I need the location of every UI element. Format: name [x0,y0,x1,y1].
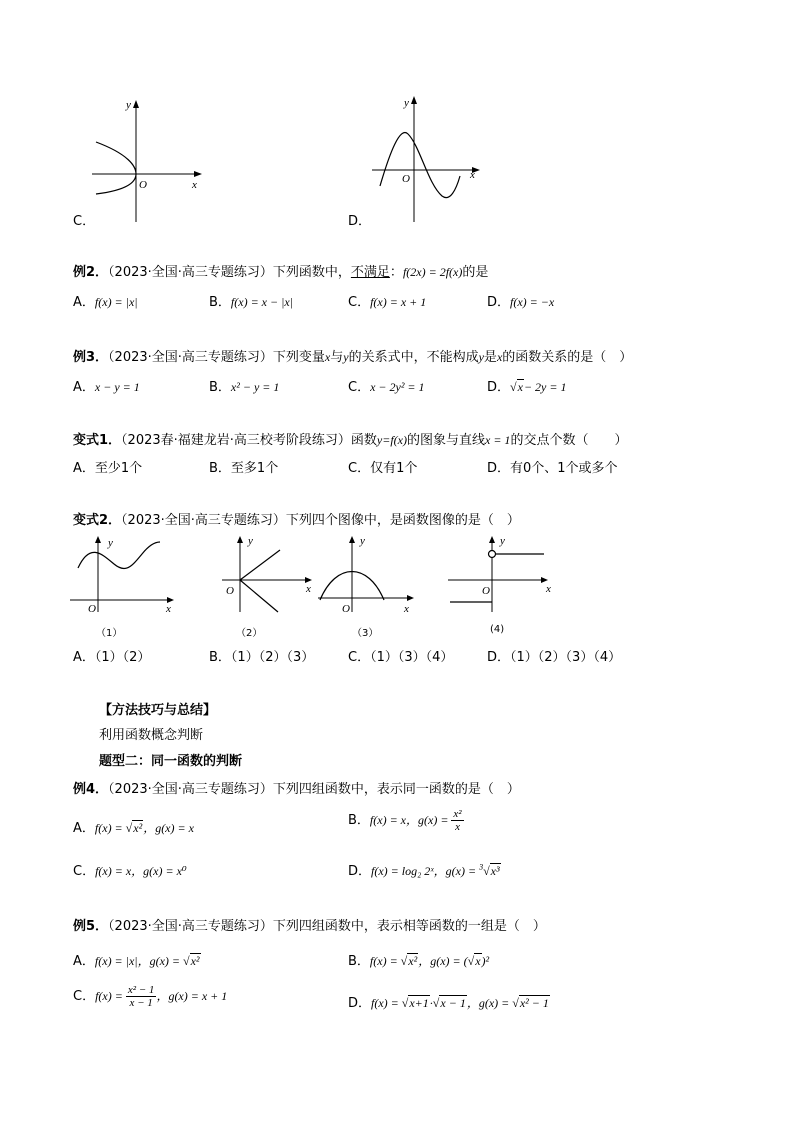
example-4-option-d[interactable]: D．f(x) = log₂ 2ˣ，g(x) = $^3$√x³ [348,862,500,879]
graph-c-y-label: y [126,99,131,111]
example-2-question: 例2．（2023·全国·高三专题练习）下列函数中，不满足：f(2x) = 2f(x)的是 [73,265,489,280]
graph-d-y-label: y [404,97,409,109]
graph-3 [316,532,418,616]
graph-d-origin: O [402,173,410,185]
example-3-question: 例3．（2023·全国·高三专题练习）下列变量x与y的关系式中，不能构成y是x的函数关系的是（ ） [73,350,633,365]
graph-c-origin: O [139,179,147,191]
example-2-option-a[interactable]: A．f(x) = |x| [73,295,138,310]
variant-1-question: 变式1．（2023春·福建龙岩·高三校考阶段练习）函数y=f(x)的图象与直线x = 1的交点个数（ ） [73,433,628,448]
example-5-option-a[interactable]: A．f(x) = |x|，g(x) = √x² [73,954,200,969]
example-5-option-c[interactable]: C．f(x) = $\frac{\text{x² − 1}}{x - 1}$ ，g(x) = x + 1 [73,984,228,1009]
graph-4-y-label: y [500,535,505,547]
example-2-option-b[interactable]: B．f(x) = x − |x| [209,295,294,310]
method-line: 利用函数概念判断 [99,728,204,743]
example-2-option-c[interactable]: C．f(x) = x + 1 [348,295,427,310]
example-5-question: 例5．（2023·全国·高三专题练习）下列四组函数中，表示相等函数的一组是（ ） [73,919,546,934]
option-c-label: C． [73,214,96,229]
example-2-option-d[interactable]: D．f(x) = −x [487,295,555,310]
graph-2-origin: O [226,585,234,597]
graph-c-x-label: x [192,179,197,191]
graph-d-x-label: x [470,169,475,181]
graph-3-origin: O [342,603,350,615]
graph-d [368,92,486,226]
graph-2-y-label: y [248,535,253,547]
variant-2-option-c[interactable]: C．（1）（3）（4） [348,650,454,665]
graph-3-caption: （3） [352,628,379,639]
graph-1-x-label: x [166,603,171,615]
graph-1-origin: O [88,603,96,615]
graph-4-origin: O [482,585,490,597]
graph-c [88,96,208,226]
variant-2-option-d[interactable]: D．（1）（2）（3）（4） [487,650,622,665]
graph-2-x-label: x [306,583,311,595]
graph-2-caption: （2） [236,628,263,639]
example-5-option-d[interactable]: D．f(x) = √x+1·√x − 1，g(x) = √x² − 1 [348,996,549,1011]
method-title: 【方法技巧与总结】 [99,703,217,718]
example-3-option-d[interactable]: D．√x− 2y = 1 [487,380,567,395]
graph-2 [220,532,320,616]
example-3-option-b[interactable]: B．x² − y = 1 [209,380,280,395]
graph-4-caption: (4) [490,624,505,635]
example-4-question: 例4．（2023·全国·高三专题练习）下列四组函数中，表示同一函数的是（ ） [73,782,520,797]
graph-3-x-label: x [404,603,409,615]
type-2-heading: 题型二：同一函数的判断 [99,754,243,769]
option-d-label: D． [348,214,372,229]
graph-1-y-label: y [108,537,113,549]
example-4-option-b[interactable]: B．f(x) = x，g(x) = $\frac{\text{x²}}{x}$ [348,808,462,833]
graph-3-y-label: y [360,535,365,547]
variant-1-option-a[interactable]: A．至少1个 [73,461,143,476]
example-3-option-c[interactable]: C．x − 2y² = 1 [348,380,425,395]
example-3-option-a[interactable]: A．x − y = 1 [73,380,140,395]
variant-1-option-d[interactable]: D．有0个、1个或多个 [487,461,618,476]
variant-1-option-b[interactable]: B．至多1个 [209,461,279,476]
example-4-option-a[interactable]: A．f(x) = √x²，g(x) = x [73,821,194,836]
variant-1-option-c[interactable]: C．仅有1个 [348,461,418,476]
variant-2-option-a[interactable]: A．（1）（2） [73,650,151,665]
example-4-option-c[interactable]: C．f(x) = x，g(x) = x⁰ [73,864,187,879]
variant-2-option-b[interactable]: B．（1）（2）（3） [209,650,315,665]
graph-1 [68,532,180,616]
example-5-option-b[interactable]: B．f(x) = √x²，g(x) = (√x)² [348,954,490,969]
graph-4 [446,532,556,616]
graph-4-x-label: x [546,583,551,595]
graph-1-caption: （1） [96,628,123,639]
variant-2-question: 变式2．（2023·全国·高三专题练习）下列四个图像中，是函数图像的是（ ） [73,513,520,528]
